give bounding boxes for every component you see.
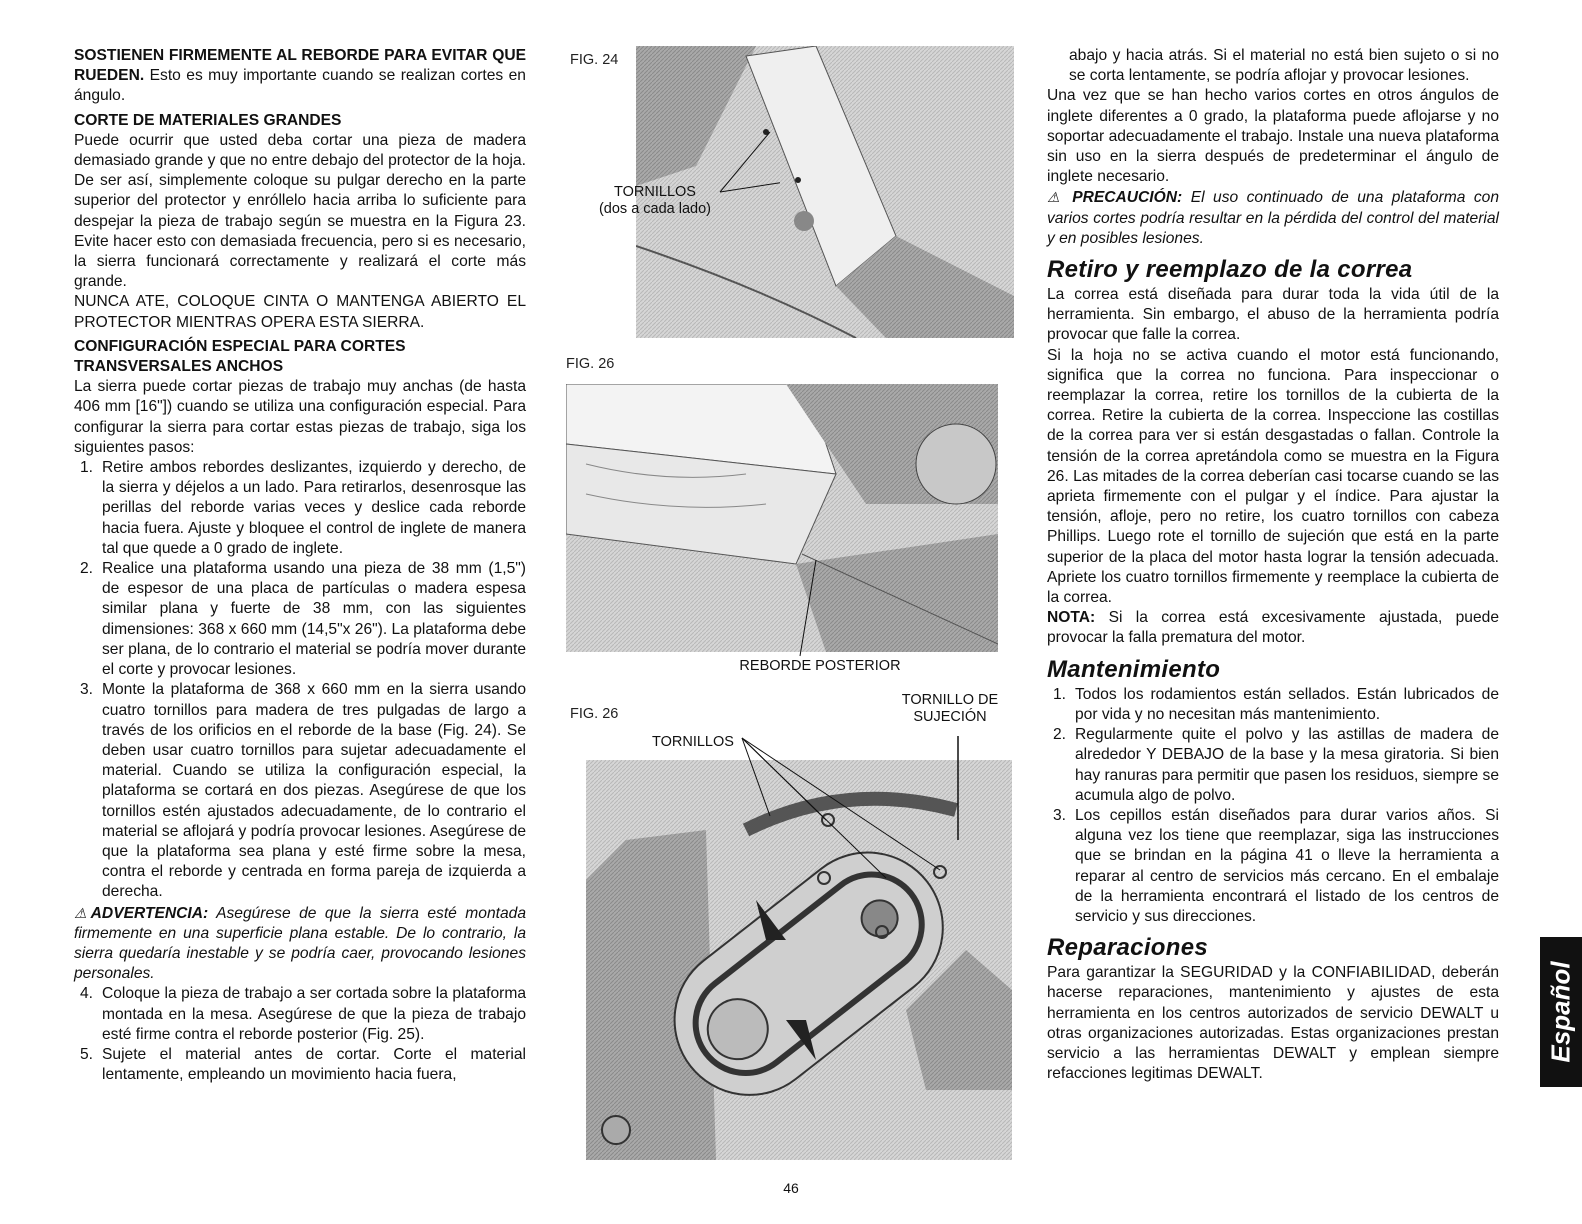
maintenance-list (1047, 685, 1499, 927)
platform-paragraph: Una vez que se han hecho varios cortes en otros ángulos de inglete diferentes a 0 grado, la plataforma puede aflojarse y no soportar adecuadamente el trabajo. Instale una nueva plataforma sin uso en la sierra después de predeterminar el ángulo de inglete necesario. (1047, 87, 1499, 186)
list-text: Regularmente quite el polvo y las astillas de madera de alrededor Y DEBAJO de la base y la mesa giratoria. Si bien hay ranuras para permitir que pasen los residuos, siempre se acumula algo de polvo. (1075, 726, 1499, 804)
fig24-callout-line2: (dos a cada lado) (598, 201, 712, 217)
fig26-label: FIG. 26 (570, 706, 619, 722)
warning-label: ADVERTENCIA: (90, 904, 209, 922)
heading-repairs: Reparaciones (1047, 934, 1209, 962)
list-text: Sujete el material antes de cortar. Corte el material lentamente, empleando un movimiento hacia fuera, (102, 1045, 526, 1084)
fig26-callout-bolt-line1: TORNILLO DE (901, 692, 999, 708)
heading-belt: Retiro y reemplazo de la correa (1047, 256, 1413, 284)
fig26-callout-bolt-line2: SUJECIÓN (913, 709, 987, 725)
list-number: 3. (80, 681, 94, 699)
fig24-callout-line1: TORNILLOS (614, 184, 696, 200)
list-text: Coloque la pieza de trabajo a ser cortada sobre la plataforma montada en la mesa. Asegúrese de que la pieza de trabajo esté firme contra el reborde posterior (Fig. 25). (102, 985, 526, 1043)
note-label: NOTA: (1047, 609, 1096, 627)
fig24-label: FIG. 24 (570, 52, 619, 68)
note-text: Si la correa está excesivamente ajustada, puede provocar la falla prematura del motor. (1047, 609, 1499, 647)
list-item (1047, 725, 1499, 806)
list-number: 2. (1053, 726, 1067, 744)
list-item (74, 680, 526, 902)
list-number: 5. (80, 1045, 94, 1063)
list-item (74, 984, 526, 1045)
heading-large-materials: CORTE DE MATERIALES GRANDES (74, 111, 342, 129)
warning-paragraph (74, 903, 526, 985)
fig26-callout-bolt (890, 692, 1010, 726)
list-number: 3. (1053, 806, 1067, 824)
warning-icon: ⚠ (1047, 189, 1064, 206)
right-column (1047, 46, 1499, 1084)
fig25-callout-line (780, 560, 840, 660)
warning-text: Asegúrese de que la sierra esté montada firmemente en una superficie plana estable. De lo contrario, la sierra quedaría inestable y se podría caer, provocando lesiones personales. (74, 904, 526, 983)
list-text: Los cepillos están diseñados para durar varios años. Si alguna vez los tiene que reemplazar, siga las instrucciones que se brindan en la página 41 o lleve la herramienta a reparar al centro de servicios más cercano. En el embalaje de la herramienta encontrará el listado de los centros de servicio y sus direcciones. (1075, 806, 1499, 925)
list-number: 2. (80, 560, 94, 578)
belt-paragraph-1: La correa está diseñada para durar toda la vida útil de la herramienta. Sin embargo, el abuso de la herramienta podría provocar que falle la correa. (1047, 286, 1499, 344)
heading-maintenance: Mantenimiento (1047, 655, 1221, 683)
list-number: 1. (1053, 685, 1067, 703)
caution-text: El uso continuado de una plataforma con varios cortes podría resultar en la pérdida del control del material y en posibles lesiones. (1047, 189, 1499, 247)
list-text: Monte la plataforma de 368 x 660 mm en la sierra usando cuatro tornillos para madera de tres pulgadas de largo a través de los orificios en el reborde de la base (Fig. 24). Se deben usar cuatro tornillos para sujetar adecuadamente el material. Cuando se utiliza la configuración especial, la plataforma se cortará en dos piezas. Asegúrese de que los tornillos estén ajustados adecuadamente, de lo contrario el material se aflojará y podría provocar lesiones. Asegúrese de que la plataforma sea plana y esté firme sobre la mesa, contra el reborde y centrada en forma pareja de izquierda a derecha. (102, 681, 526, 901)
intro-rest: Esto es muy importante cuando se realizan cortes en ángulo. (74, 67, 526, 105)
page-number: 46 (783, 1180, 799, 1196)
large-materials-paragraph: Puede ocurrir que usted deba cortar una pieza de madera demasiado grande y que no entre debajo del protector de la hoja. De ser así, simplemente coloque su pulgar derecho en la parte superior del protector y enróllelo hacia arriba lo suficiente para despejar la pieza de trabajo según se muestra en la Figura 23. Evite hacer esto con demasiada frecuencia, pero si es necesario, la sierra funcionará correctamente y realizará el corte más grande. (74, 131, 526, 291)
heading-special-setup: CONFIGURACIÓN ESPECIAL PARA CORTES TRANSVERSALES ANCHOS (74, 337, 406, 376)
list-item (74, 458, 526, 559)
list-item (74, 1045, 526, 1085)
list-item (1047, 806, 1499, 927)
list-number: 4. (80, 985, 94, 1003)
list-text: Todos los rodamientos están sellados. Están lubricados de por vida y no necesitan más mantenimiento. (1075, 685, 1499, 723)
list-item (1047, 685, 1499, 725)
intro-bold: SOSTIENEN FIRMEMENTE AL REBORDE PARA EVITAR QUE RUEDEN. (74, 47, 526, 85)
list-text: Retire ambos rebordes deslizantes, izquierdo y derecho, de la sierra y déjelos a un lado. Para retirarlos, desenrosque las perillas del reborde varias veces y deslice cada reborde hacia fuera. Ajuste y bloquee el control de inglete de manera tal que quede a 0 grado de inglete. (102, 459, 526, 557)
left-column (74, 46, 526, 1085)
special-setup-paragraph: La sierra puede cortar piezas de trabajo muy anchas (de hasta 406 mm [16"]) cuando se utiliza una configuración especial. Para configurar la sierra para cortar estas piezas de trabajo, siga los siguientes pasos: (74, 378, 526, 456)
fig25-callout: REBORDE POSTERIOR (739, 658, 901, 674)
continued-paragraph: abajo y hacia atrás. Si el material no está bien sujeto o si no se corta lentamente, se podría aflojar y provocar lesiones. (1069, 47, 1499, 85)
language-side-tab (1540, 937, 1582, 1087)
repairs-paragraph: Para garantizar la SEGURIDAD y la CONFIABILIDAD, deberán hacerse reparaciones, mantenimiento y ajustes de esta herramienta en los centros autorizados de servicio DEWALT u otras organizaciones autorizadas. Estas organizaciones prestan servicio a las herramientas DEWALT y emplean siempre refacciones legitimas DEWALT. (1047, 964, 1499, 1083)
list-text: Realice una plataforma usando una pieza de 38 mm (1,5") de espesor de una placa de partículas o madera espesa similar plana y fuerte de 38 mm, con las siguientes dimensiones: 368 x 660 mm (14,5"x 26"). La plataforma debe ser plana, de lo contrario el material se podría mover durante el corte y provocar lesiones. (102, 560, 526, 679)
side-tab-label: Español (1545, 961, 1576, 1063)
steps-list-a (74, 458, 526, 902)
fig26-callout-screws: TORNILLOS (652, 734, 734, 750)
belt-paragraph-2: Si la hoja no se activa cuando el motor está funcionando, significa que la correa no funciona. Para inspeccionar o reemplazar la correa, retire los tornillos de la cubierta de la correa. Retire la cubierta de la correa. Inspeccione las costillas de la correa para ver si están desgastadas o fallan. Controle la tensión de la correa apretándola como se muestra en la Figura 26. Las mitades de la correa deberían casi tocarse cuando se las aprieta firmemente con el pulgar y el índice. Para ajustar la tensión, afloje, pero no retire, los cuatro tornillos con cabeza Phillips. Luego rote el tornillo de sujeción que está en la parte superior de la placa del motor hasta lograr la tensión adecuada. Apriete los cuatro tornillos firmemente y reemplace la cubierta de la correa. (1047, 346, 1499, 607)
note-paragraph (1047, 608, 1499, 648)
intro-paragraph (74, 46, 526, 107)
fig26-callout-lines (720, 730, 980, 890)
fig25-label: FIG. 26 (566, 356, 615, 372)
list-item (74, 559, 526, 680)
guard-warning-paragraph: NUNCA ATE, COLOQUE CINTA O MANTENGA ABIERTO EL PROTECTOR MIENTRAS OPERA ESTA SIERRA. (74, 293, 526, 331)
caution-paragraph (1047, 187, 1499, 249)
warning-icon: ⚠ (74, 904, 91, 921)
list-number: 1. (80, 459, 94, 477)
fig24-callout (570, 184, 740, 218)
caution-label: PRECAUCIÓN: (1072, 189, 1183, 207)
steps-list-b (74, 984, 526, 1085)
